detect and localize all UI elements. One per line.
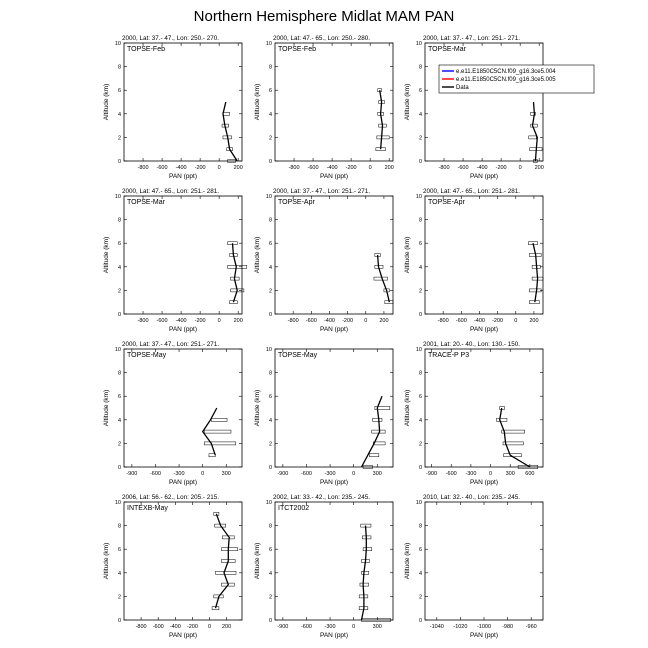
y-axis-label: Altitude (km)	[254, 83, 261, 121]
legend-entry: e.e11.E1850C5CN.f09_g16.3ce5.004	[456, 69, 556, 75]
spread-box	[223, 112, 230, 115]
x-tick-label: -300	[465, 471, 477, 477]
x-tick-label: 0	[368, 165, 372, 171]
y-tick-label: 2	[117, 135, 121, 142]
campaign-label: TOPSE-May	[278, 352, 318, 359]
y-tick-label: 0	[418, 465, 422, 471]
plot-frame	[275, 502, 393, 620]
y-axis-label: Altitude (km)	[254, 542, 261, 580]
y-tick-label: 0	[117, 159, 121, 165]
campaign-label: INTEXB-May	[127, 505, 168, 512]
x-tick-label: -960	[525, 624, 537, 630]
y-tick-label: 6	[117, 241, 121, 248]
spread-box	[228, 265, 247, 268]
x-tick-label: -400	[169, 624, 181, 630]
panel-2	[254, 35, 394, 180]
data-profile-line	[233, 243, 238, 302]
y-tick-label: 4	[117, 264, 121, 271]
spread-box	[529, 136, 537, 139]
y-tick-label: 10	[265, 500, 272, 506]
panel-12	[404, 494, 543, 639]
x-axis-label: PAN (ppt)	[319, 326, 349, 333]
y-tick-label: 10	[415, 347, 422, 353]
x-tick-label: -800	[137, 165, 149, 171]
y-tick-label: 8	[418, 64, 422, 71]
y-axis-label: Altitude (km)	[103, 83, 110, 121]
panel-header: 2000, Lat: 37.- 47., Lon: 251.- 271.	[122, 341, 219, 348]
y-tick-label: 8	[418, 217, 422, 224]
spread-box	[502, 430, 525, 433]
y-tick-label: 0	[117, 465, 121, 471]
panel-3	[404, 35, 594, 180]
y-axis-label: Altitude (km)	[404, 236, 411, 274]
x-axis-label: PAN (ppt)	[319, 479, 349, 486]
x-tick-label: 200	[529, 318, 539, 324]
y-axis-label: Altitude (km)	[404, 389, 411, 427]
y-tick-label: 6	[117, 394, 121, 401]
x-tick-label: 600	[525, 471, 535, 477]
x-tick-label: -900	[126, 471, 138, 477]
figure-title: Northern Hemisphere Midlat MAM PAN	[193, 8, 455, 25]
x-tick-label: 0	[364, 318, 368, 324]
x-tick-label: 0	[352, 624, 356, 630]
y-tick-label: 8	[268, 523, 272, 530]
panel-4	[103, 188, 247, 333]
y-tick-label: 8	[268, 64, 272, 71]
spread-box	[373, 418, 382, 421]
x-tick-label: 0	[217, 318, 221, 324]
x-tick-label: -200	[345, 165, 357, 171]
x-tick-label: -200	[194, 165, 206, 171]
x-tick-label: -800	[437, 318, 449, 324]
plot-frame	[124, 349, 242, 467]
x-tick-label: -800	[287, 318, 299, 324]
spread-box	[377, 136, 389, 139]
y-tick-label: 0	[418, 159, 422, 165]
data-profile-line	[533, 102, 538, 161]
y-tick-label: 10	[265, 194, 272, 200]
spread-box	[529, 289, 541, 292]
y-tick-label: 4	[418, 111, 422, 118]
y-tick-label: 2	[117, 288, 121, 295]
x-axis-label: PAN (ppt)	[469, 632, 499, 639]
y-tick-label: 0	[268, 312, 272, 318]
y-tick-label: 4	[418, 417, 422, 424]
x-tick-label: -400	[175, 165, 187, 171]
x-tick-label: -800	[438, 165, 450, 171]
plot-frame	[425, 43, 543, 161]
x-tick-label: -200	[186, 624, 198, 630]
x-tick-label: -200	[342, 318, 354, 324]
y-tick-label: 4	[117, 417, 121, 424]
plot-frame	[275, 43, 393, 161]
y-tick-label: 0	[268, 159, 272, 165]
y-tick-label: 8	[117, 523, 121, 530]
panel-header: 2006, Lat: 56.- 62., Lon: 205.- 215.	[122, 494, 219, 501]
x-tick-label: 0	[201, 471, 205, 477]
y-tick-label: 2	[117, 594, 121, 601]
panel-header: 2002, Lat: 33.- 42., Lon: 235.- 245.	[273, 494, 370, 501]
campaign-label: ITCT2002	[278, 505, 310, 512]
y-tick-label: 0	[268, 465, 272, 471]
y-tick-label: 6	[418, 547, 422, 554]
x-tick-label: -600	[455, 318, 467, 324]
y-tick-label: 10	[114, 347, 121, 353]
panel-header: 2000, Lat: 47.- 65., Lon: 251.- 281.	[423, 188, 520, 195]
y-tick-label: 10	[114, 41, 121, 47]
x-axis-label: PAN (ppt)	[319, 632, 349, 639]
y-tick-label: 6	[268, 88, 272, 95]
plot-frame	[425, 502, 543, 620]
x-tick-label: -1040	[429, 624, 444, 630]
y-tick-label: 4	[117, 570, 121, 577]
x-tick-label: -600	[156, 318, 168, 324]
y-tick-label: 8	[117, 64, 121, 71]
plot-frame	[275, 196, 393, 314]
x-tick-label: 0	[489, 471, 493, 477]
spread-box	[215, 571, 236, 574]
panel-7	[103, 341, 242, 486]
campaign-label: TOPSE-Apr	[278, 199, 315, 206]
x-tick-label: -600	[149, 471, 161, 477]
x-tick-label: -400	[326, 165, 338, 171]
y-tick-label: 0	[418, 312, 422, 318]
x-axis-label: PAN (ppt)	[168, 632, 198, 639]
x-tick-label: -600	[305, 318, 317, 324]
x-tick-label: 300	[372, 624, 382, 630]
x-tick-label: -400	[473, 318, 485, 324]
y-axis-label: Altitude (km)	[404, 83, 411, 121]
y-tick-label: 6	[117, 547, 121, 554]
y-tick-label: 10	[415, 194, 422, 200]
x-tick-label: -600	[300, 624, 312, 630]
x-tick-label: -980	[502, 624, 514, 630]
spread-box	[531, 124, 538, 127]
panel-header: 2000, Lat: 37.- 47., Lon: 250.- 270.	[122, 35, 219, 42]
x-tick-label: 200	[379, 318, 389, 324]
spread-box	[360, 583, 369, 586]
y-tick-label: 6	[268, 241, 272, 248]
x-tick-label: -300	[173, 471, 185, 477]
y-tick-label: 10	[415, 41, 422, 47]
x-tick-label: 0	[217, 165, 221, 171]
y-tick-label: 10	[265, 347, 272, 353]
legend-entry: Data	[456, 85, 469, 91]
campaign-label: TOPSE-Mar	[428, 46, 466, 53]
data-profile-line	[203, 408, 217, 455]
x-tick-label: 200	[222, 624, 232, 630]
x-tick-label: -900	[277, 471, 289, 477]
x-tick-label: -200	[495, 165, 507, 171]
spread-box	[362, 571, 369, 574]
campaign-label: TOPSE-Apr	[428, 199, 465, 206]
panel-6	[404, 188, 543, 333]
y-tick-label: 2	[268, 441, 272, 448]
x-tick-label: -400	[175, 318, 187, 324]
y-tick-label: 6	[268, 394, 272, 401]
y-tick-label: 8	[268, 217, 272, 224]
panel-8	[254, 347, 393, 486]
x-tick-label: 200	[384, 165, 394, 171]
x-tick-label: 200	[233, 318, 243, 324]
x-tick-label: -400	[323, 318, 335, 324]
y-tick-label: 6	[418, 394, 422, 401]
y-tick-label: 6	[418, 88, 422, 95]
x-axis-label: PAN (ppt)	[469, 173, 499, 180]
y-tick-label: 8	[117, 217, 121, 224]
data-profile-line	[362, 526, 367, 620]
y-tick-label: 0	[117, 618, 121, 624]
y-tick-label: 8	[418, 523, 422, 530]
plot-frame	[275, 349, 393, 467]
y-tick-label: 2	[268, 288, 272, 295]
y-tick-label: 8	[268, 370, 272, 377]
y-tick-label: 2	[268, 135, 272, 142]
data-profile-line	[533, 243, 538, 302]
y-tick-label: 6	[268, 547, 272, 554]
x-tick-label: 300	[372, 471, 382, 477]
x-axis-label: PAN (ppt)	[469, 326, 499, 333]
plot-frame	[124, 43, 242, 161]
x-tick-label: -200	[492, 318, 504, 324]
y-tick-label: 4	[268, 417, 272, 424]
panel-9	[404, 341, 543, 486]
y-axis-label: Altitude (km)	[103, 236, 110, 274]
x-axis-label: PAN (ppt)	[168, 479, 198, 486]
y-axis-label: Altitude (km)	[254, 236, 261, 274]
x-axis-label: PAN (ppt)	[168, 173, 198, 180]
x-tick-label: 0	[207, 624, 212, 630]
x-tick-label: -200	[194, 318, 206, 324]
y-tick-label: 2	[268, 594, 272, 601]
spread-box	[369, 454, 378, 457]
plot-frame	[425, 196, 543, 314]
y-tick-label: 8	[117, 370, 121, 377]
y-axis-label: Altitude (km)	[103, 542, 110, 580]
x-tick-label: -800	[137, 318, 149, 324]
x-tick-label: 200	[534, 165, 544, 171]
panel-header: 2001, Lat: 20.- 40., Lon: 130.- 150.	[423, 341, 520, 348]
panel-header: 2000, Lat: 47.- 65., Lon: 251.- 281.	[122, 188, 219, 195]
panel-header: 2000, Lat: 47.- 65., Lon: 250.- 280.	[273, 35, 370, 42]
campaign-label: TOPSE-May	[127, 352, 167, 359]
campaign-label: TOPSE-Feb	[127, 46, 165, 53]
x-axis-label: PAN (ppt)	[469, 479, 499, 486]
y-tick-label: 2	[418, 441, 422, 448]
y-tick-label: 0	[117, 312, 121, 318]
y-axis-label: Altitude (km)	[103, 389, 110, 427]
y-tick-label: 8	[418, 370, 422, 377]
x-tick-label: 300	[505, 471, 515, 477]
legend-entry: e.e11.E1850C5CN.f09_g16.3ce5.005	[456, 77, 556, 83]
panel-header: 2000, Lat: 37.- 47., Lon: 251.- 271.	[423, 35, 520, 42]
y-tick-label: 2	[418, 135, 422, 142]
plot-frame	[425, 349, 543, 467]
x-tick-label: -600	[300, 471, 312, 477]
spread-box	[204, 430, 231, 433]
x-tick-label: 0	[514, 318, 518, 324]
x-tick-label: -600	[457, 165, 469, 171]
panel-header: 2000, Lat: 37.- 47., Lon: 251.- 271.	[273, 188, 370, 195]
data-profile-line	[380, 90, 383, 149]
spread-box	[204, 442, 235, 445]
spread-box	[221, 548, 237, 551]
x-tick-label: -900	[277, 624, 289, 630]
x-tick-label: -300	[324, 624, 336, 630]
panel-10	[103, 494, 242, 639]
x-axis-label: PAN (ppt)	[319, 173, 349, 180]
x-axis-label: PAN (ppt)	[168, 326, 198, 333]
y-tick-label: 2	[117, 441, 121, 448]
campaign-label: TOPSE-Feb	[278, 46, 316, 53]
y-tick-label: 6	[418, 241, 422, 248]
spread-box	[211, 418, 227, 421]
spread-box	[496, 418, 506, 421]
y-axis-label: Altitude (km)	[404, 542, 411, 580]
data-profile-line	[500, 408, 530, 467]
x-tick-label: -1000	[476, 624, 492, 630]
x-tick-label: -1020	[453, 624, 468, 630]
x-tick-label: -800	[288, 165, 300, 171]
panel-1	[103, 35, 243, 180]
y-tick-label: 10	[114, 500, 121, 506]
data-profile-line	[223, 102, 237, 161]
y-tick-label: 4	[117, 111, 121, 118]
y-tick-label: 0	[268, 618, 272, 624]
x-tick-label: -600	[152, 624, 164, 630]
panel-header: 2010, Lat: 32.- 40., Lon: 235.- 245.	[423, 494, 520, 501]
plot-frame	[124, 196, 242, 314]
campaign-label: TOPSE-Mar	[127, 199, 165, 206]
panel-11	[254, 494, 393, 639]
x-tick-label: 0	[352, 471, 356, 477]
y-tick-label: 4	[268, 264, 272, 271]
x-tick-label: -600	[307, 165, 319, 171]
legend	[439, 65, 594, 93]
y-tick-label: 4	[418, 264, 422, 271]
x-tick-label: -600	[156, 165, 168, 171]
y-tick-label: 4	[418, 570, 422, 577]
y-axis-label: Altitude (km)	[254, 389, 261, 427]
x-tick-label: -800	[135, 624, 147, 630]
spread-box	[374, 277, 388, 280]
x-tick-label: 200	[233, 165, 243, 171]
y-tick-label: 10	[114, 194, 121, 200]
y-tick-label: 4	[268, 570, 272, 577]
x-tick-label: -400	[476, 165, 488, 171]
panel-5	[254, 188, 393, 333]
x-tick-label: -300	[324, 471, 336, 477]
plot-frame	[124, 502, 242, 620]
x-tick-label: 300	[221, 471, 231, 477]
y-tick-label: 4	[268, 111, 272, 118]
x-tick-label: 0	[518, 165, 522, 171]
x-tick-label: -900	[426, 471, 438, 477]
x-tick-label: -600	[445, 471, 457, 477]
y-tick-label: 2	[418, 594, 422, 601]
spread-box	[363, 548, 372, 551]
y-tick-label: 6	[117, 88, 121, 95]
campaign-label: TRACE-P P3	[428, 352, 470, 359]
data-profile-line	[216, 514, 230, 608]
y-tick-label: 2	[418, 288, 422, 295]
y-tick-label: 10	[415, 500, 422, 506]
y-tick-label: 0	[418, 618, 422, 624]
y-tick-label: 10	[265, 41, 272, 47]
